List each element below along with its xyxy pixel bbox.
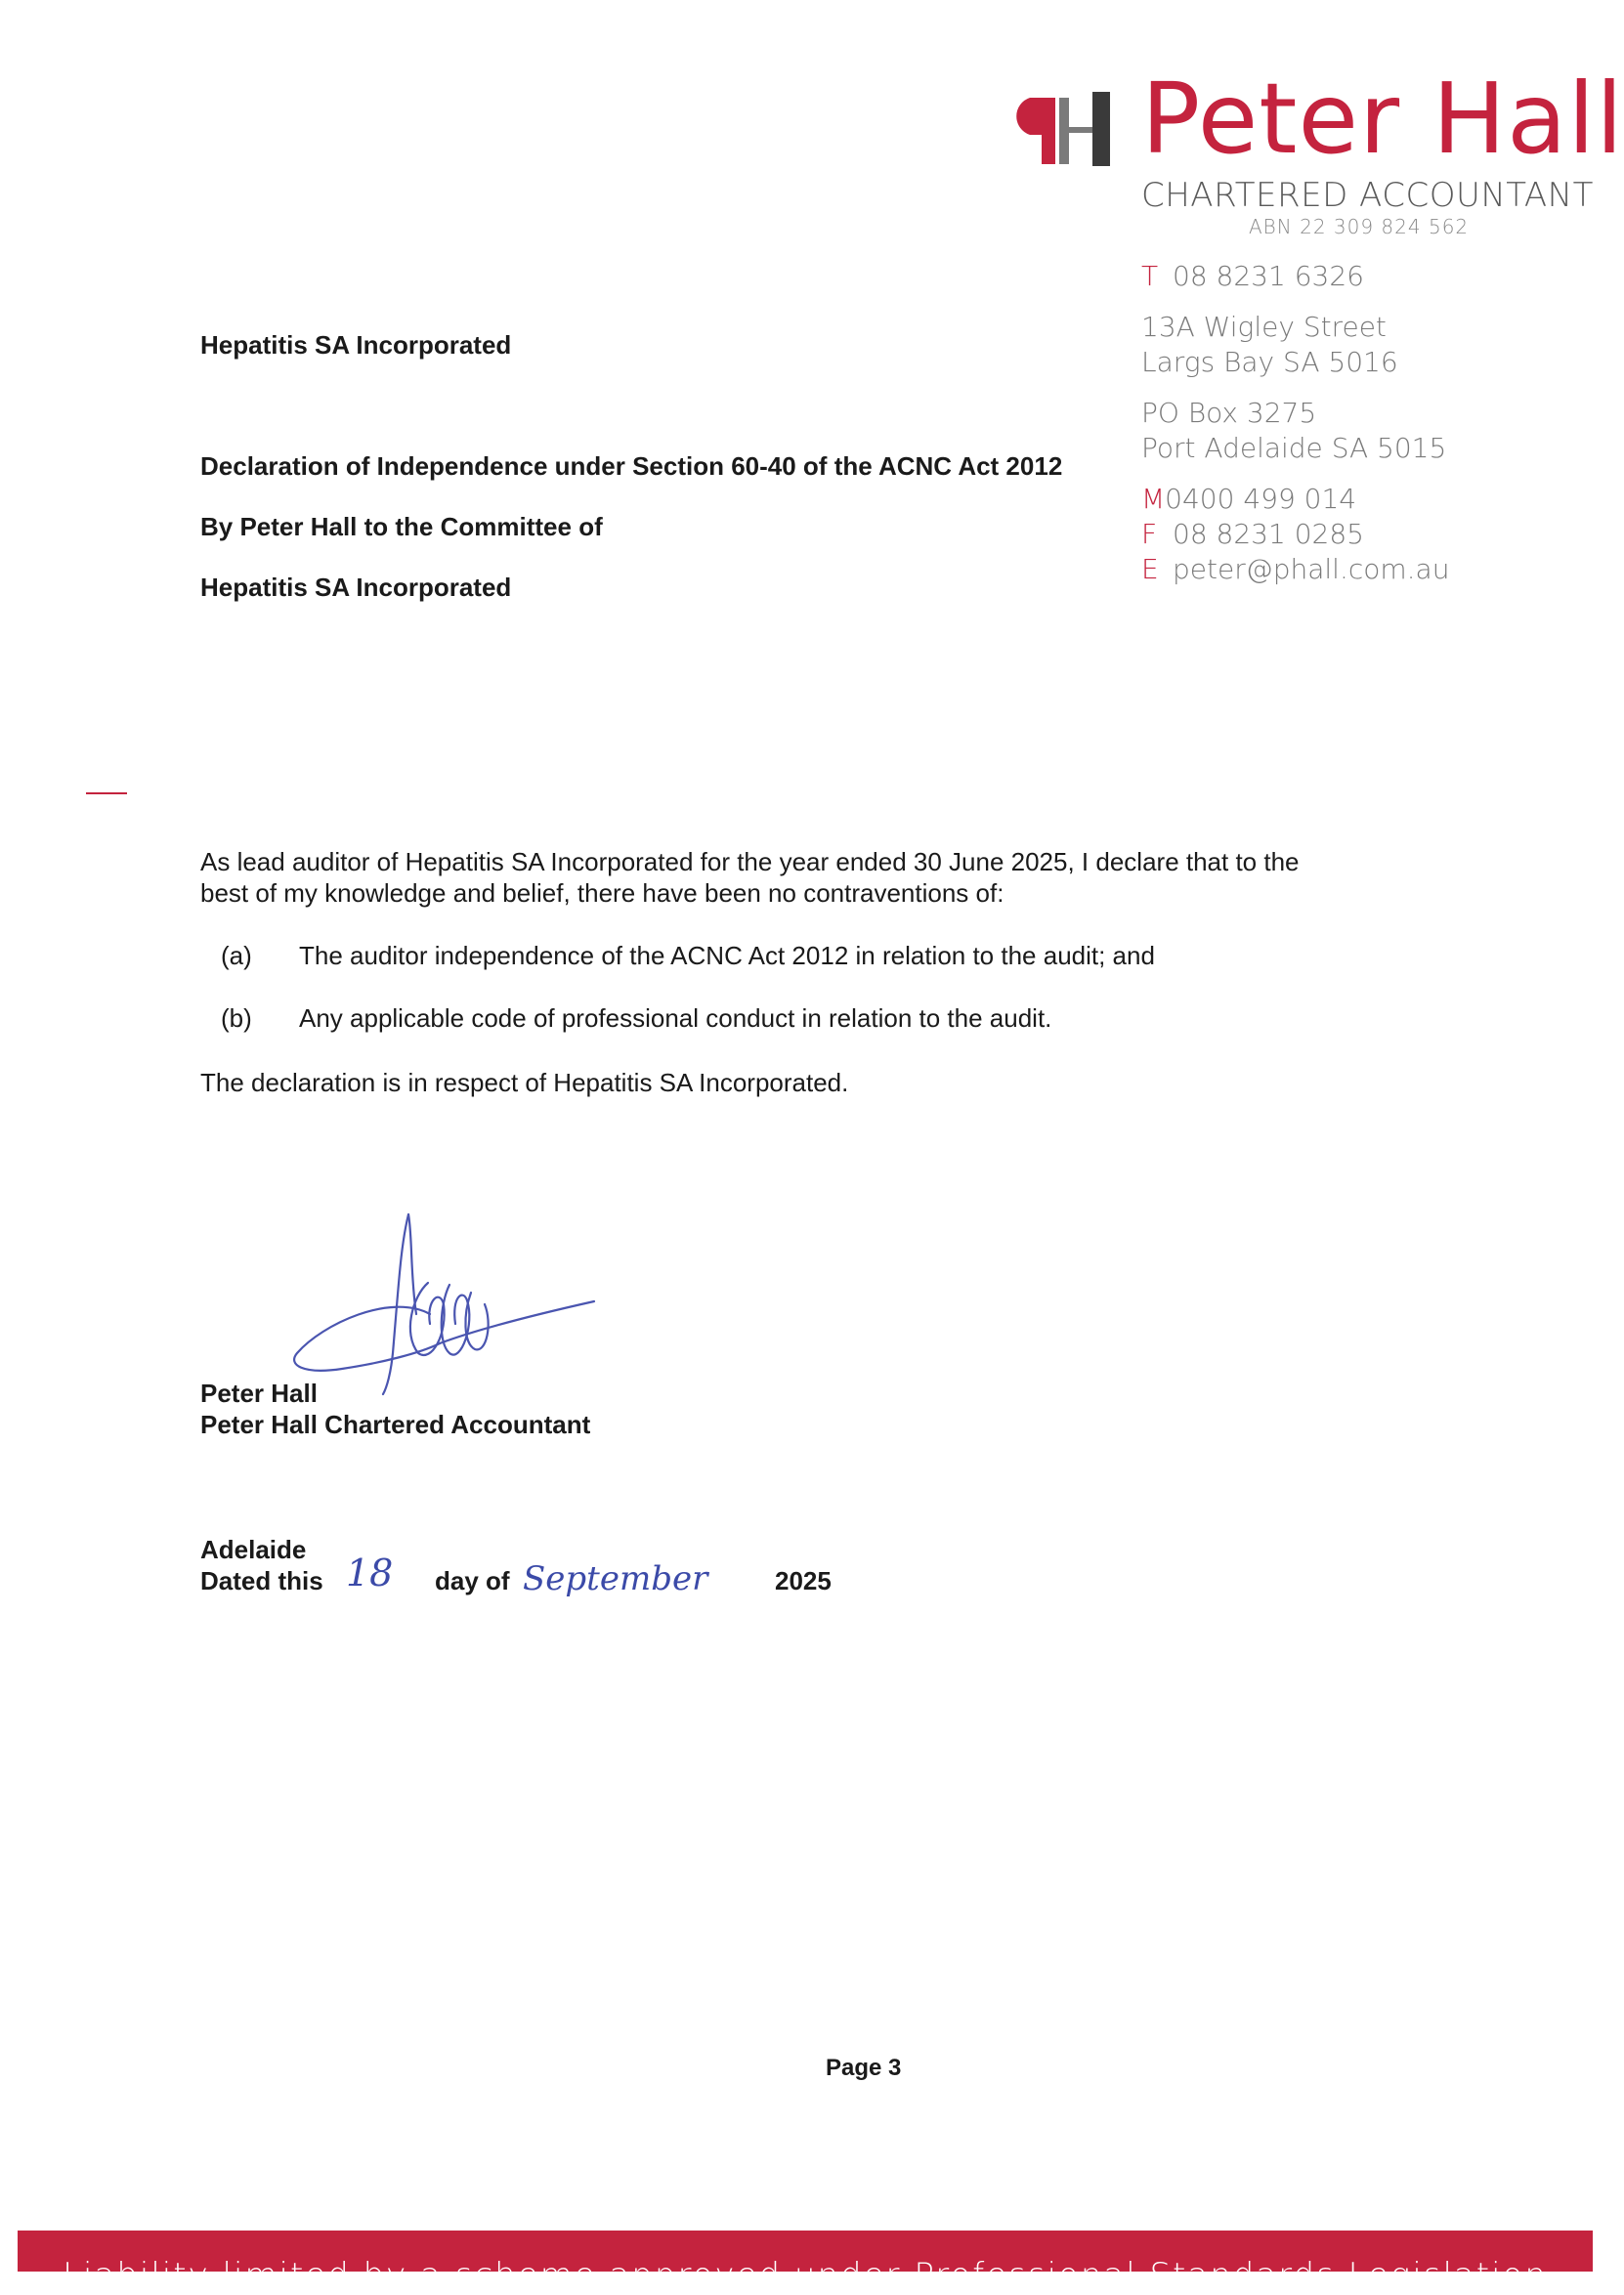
intro-paragraph: As lead auditor of Hepatitis SA Incorporated for the year ended 30 June 2025, I declare that to the best of my knowledge and belief, there have been no contraventions of:: [200, 847, 1300, 908]
dated-place: Adelaide: [200, 1535, 307, 1564]
dated-year: 2025: [775, 1566, 832, 1595]
item-text-b: Any applicable code of professional conduct in relation to the audit.: [299, 1003, 1052, 1033]
logo-mark: [1006, 84, 1143, 173]
mobile-number: 0400 499 014: [1165, 483, 1357, 515]
email-letter: E: [1141, 553, 1159, 585]
footer-bar: [18, 2231, 1593, 2295]
brand-name: Peter Hall: [1141, 62, 1624, 176]
abn-number: ABN 22 309 824 562: [1249, 215, 1470, 238]
phone-number: 08 8231 6326: [1173, 260, 1364, 292]
closing-statement: The declaration is in respect of Hepatitis SA Incorporated.: [200, 1068, 849, 1097]
signatory-firm: Peter Hall Chartered Accountant: [200, 1410, 591, 1439]
item-marker-a: (a): [221, 941, 252, 970]
po-box-line2: Port Adelaide SA 5015: [1141, 432, 1447, 464]
contact-fax: [1141, 518, 1364, 550]
fax-letter: F: [1141, 518, 1158, 550]
po-box-line1: PO Box 3275: [1141, 397, 1317, 429]
contact-email: [1141, 553, 1449, 585]
page-number: Page 3: [826, 2055, 902, 2081]
by-line: By Peter Hall to the Committee of: [200, 512, 603, 541]
day-of-label: day of: [435, 1566, 510, 1595]
signatory-name: Peter Hall: [200, 1379, 318, 1408]
fax-number: 08 8231 0285: [1173, 518, 1364, 550]
entity-heading-repeat: Hepatitis SA Incorporated: [200, 573, 512, 602]
street-address-line1: 13A Wigley Street: [1141, 311, 1387, 343]
phone-letter: T: [1141, 260, 1159, 292]
item-text-a: The auditor independence of the ACNC Act 2012 in relation to the audit; and: [299, 941, 1155, 970]
handwritten-month: September: [523, 1559, 708, 1598]
entity-heading: Hepatitis SA Incorporated: [200, 330, 512, 360]
street-address-line2: Largs Bay SA 5016: [1141, 346, 1398, 378]
brand-subtitle: CHARTERED ACCOUNTANT: [1141, 176, 1594, 215]
declaration-title: Declaration of Independence under Section 60-40 of the ACNC Act 2012: [200, 451, 1063, 481]
item-marker-b: (b): [221, 1003, 252, 1033]
fold-mark: [86, 792, 127, 794]
mobile-letter: M: [1141, 483, 1166, 515]
handwritten-day: 18: [346, 1551, 394, 1594]
handwritten-signature: [283, 1207, 606, 1402]
footer-text: Liability limited by a scheme approved under Professional Standards Legislation: [63, 2256, 1548, 2295]
email-address: peter@phall.com.au: [1173, 553, 1450, 585]
dated-label: Dated this: [200, 1566, 323, 1595]
contact-phone: [1141, 260, 1364, 292]
contact-mobile: [1141, 483, 1356, 515]
